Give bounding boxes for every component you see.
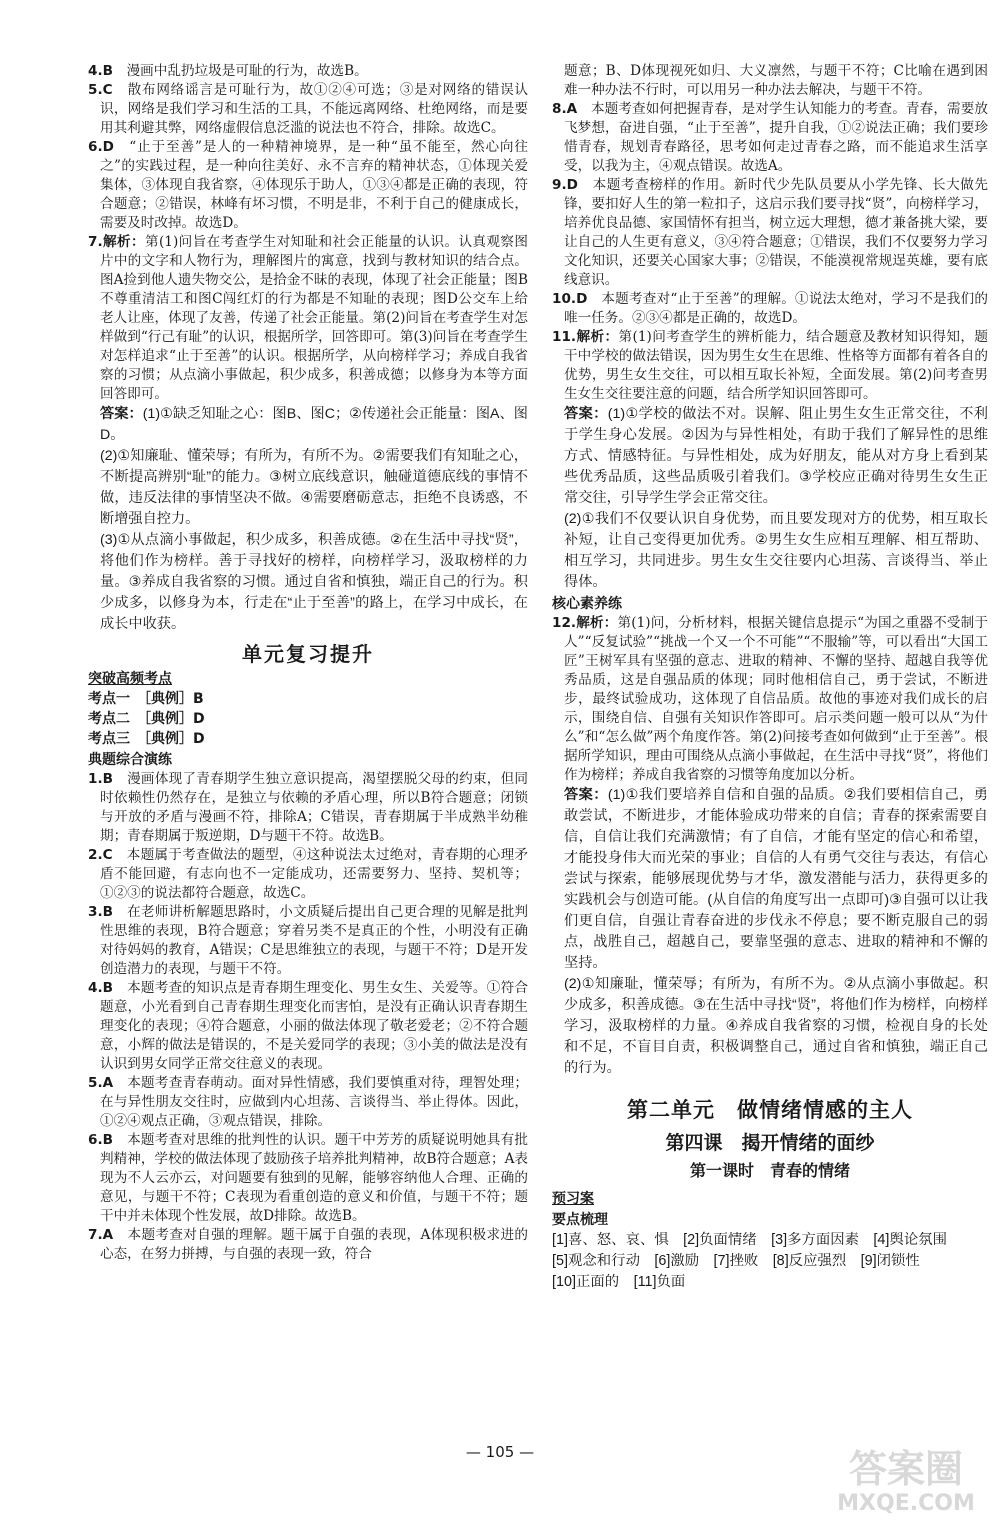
left-column xyxy=(88,62,528,1264)
practice-item-9: 9.D 本题考查榜样的作用。新时代少先队员要从小学先锋、长大做先锋，要扣好人生的第一粒扣子，这启示我们要寻找“贤”，向榜样学习，培养优良品德、家国情怀有担当，树立远大理想，德才兼备挑大梁，要让自己的人生更有意义，③④符合题意；①错误，我们不仅要努力学习文化知识，还要关心国家大事；②错误，不能漠视常规逞英雄，要有底线意识。 xyxy=(552,177,988,288)
practice-item-11: 11.解析：第(1)问考查学生的辨析能力，结合题意及教材知识得知，题干中学校的做法错误，因为男生女生在思维、性格等方面都有着各自的优势，男生女生交往，可以相互取长补短，全面发展。第(2)问考查男生女生交往要注意的问题，结合所学知识回答即可。 xyxy=(552,329,988,402)
answer-12-p1: 答案：(1)①我们要培养自信和自强的品质。②我们要相信自己，勇敢尝试，不断进步，才能体验成功带来的自信；青春的探索需要自信，自信让我们充满激情；有了自信，才能有坚定的信心和希望，才能投身伟大而光荣的事业；自信的人有勇气交往与表达，有信心尝试与探索，能够展现优势与才华，激发潜能与活力，获得更多的实践机会与创造可能。(从自信的角度写出一点即可)③自强可以让我们更自信，自强让青春奋进的步伐永不停息；要不断克服自己的弱点，战胜自己，超越自己，要靠坚强的意志、进取的精神和不懈的坚持。 xyxy=(564,787,988,971)
practice-item-7: 7.A 本题考查对自强的理解。题干属于自强的表现，A体现积极求进的心态，在努力拼搏，与自强的表现一致，符合 xyxy=(88,1227,529,1262)
answer-11-p2: (2)①我们不仅要认识自身优势，而且要发现对方的优势，相互取长补短，让自己变得更加优秀。②男生女生应相互理解、相互帮助、相互学习，共同进步。男生女生交往要内心坦荡、言谈得当、举止得体。 xyxy=(564,511,988,590)
practice-item-5: 5.A 本题考查青春萌动。面对异性情感，我们要慎重对待，理智处理；在与异性朋友交往时，应做到内心坦荡、言谈得当、举止得体。因此，①②④观点正确，③观点错误，排除。 xyxy=(88,1075,528,1129)
key-points-row-2: [5]观念和行动 [6]激励 [7]挫败 [8]反应强烈 [9]闭锁性 xyxy=(552,1253,920,1269)
practice-item-3: 3.B 在老师讲析解题思路时，小文质疑后提出自己更合理的见解是批判性思维的表现，B符合题意；穿着另类不是真正的个性，小明没有正确对待妈妈的教育，A错误；C是思维独立的表现，与题干不符；D是开发创造潜力的表现，与题干不符。 xyxy=(88,904,529,977)
unit-review-title: 单元复习提升 xyxy=(242,642,374,666)
answer-12-block xyxy=(552,785,988,1079)
page-number: — 105 — xyxy=(465,1443,535,1461)
breakthrough-heading: 突破高频考点 xyxy=(88,671,172,687)
right-column xyxy=(552,62,988,1293)
period-one-title: 第一课时 青春的情绪 xyxy=(689,1161,850,1180)
watermark-main-text: 答案圈 xyxy=(848,1447,964,1491)
practice-item-1: 1.B 漫画体现了青春期学生独立意识提高，渴望摆脱父母的约束，但同时依赖性仍然存在，是独立与依赖的矛盾心理，所以B符合题意；闭锁与开放的矛盾与漫画不符，排除A；C错误，青春期属于半成熟半幼稚期；青春期属于叛逆期，D与题干不符。故选B。 xyxy=(88,771,529,844)
answer-11-p1: 答案：(1)①学校的做法不对。误解、阻止男生女生正常交往，不利于学生身心发展。②因为与异性相处，有助于我们了解异性的思维方式、情感特征。与异性相处，成为好朋友，能从对方身上看到某些优秀品质，这些品质吸引着我们。③学校应正确对待男生女生正常交往，引导学生学会正常交往。 xyxy=(564,406,988,506)
key-point-2: 考点二 ［典例］D xyxy=(88,711,205,727)
answer-item-7: 7.解析：第(1)问旨在考查学生对知耻和社会正能量的认识。认真观察图片中的文字和人物行为，理解图片的寓意，找到与教材知识的结合点。图A捡到他人遗失物交公，是拾金不昧的表现，体现了社会正能量；图B不尊重清洁工和图C闯红灯的行为都是不知耻的表现；图D公交车上给老人让座，体现了友善，传递了社会正能量。第(2)问旨在考查学生对怎样做到“行己有耻”的认识，根据所学，回答即可。第(3)问旨在考查学生对怎样追求“止于至善”的认识。根据所学，从向榜样学习；养成自我省察的习惯；从点滴小事做起，积少成多，积善成德；以修身为本等方面回答即可。 xyxy=(88,234,528,402)
site-watermark-logo xyxy=(820,1440,992,1516)
key-points-row-1: [1]喜、怒、哀、惧 [2]负面情绪 [3]多方面因素 [4]舆论氛围 xyxy=(552,1232,947,1248)
answer-11-block xyxy=(552,404,988,593)
practice-item-10: 10.D 本题考查对“止于至善”的理解。①说法太绝对，学习不是我们的唯一任务。②③④都是正确的，故选D。 xyxy=(552,291,988,326)
practice-item-8: 8.A 本题考查如何把握青春，是对学生认知能力的考查。青春，需要放飞梦想，奋进自强，“止于至善”，提升自我，①②说法正确；我们要珍惜青春，规划青春路径，思考如何走过青春之路，而不能追求生活享受，以我为主，④观点错误。故选A。 xyxy=(552,101,988,174)
core-literacy-heading: 核心素养练 xyxy=(552,596,622,612)
answer-item-4: 4.B 漫画中乱扔垃圾是可耻的行为，故选B。 xyxy=(88,63,368,79)
answer-12-p2: (2)①知廉耻，懂荣辱；有所为，有所不为。②从点滴小事做起。积少成多，积善成德。③在生活中寻找“贤”，将他们作为榜样，向榜样学习，汲取榜样的力量。④养成自我省察的习惯，检视自身的长处和不足，不盲目自责，积极调整自己，通过自省和慎独，端正自己的行为。 xyxy=(564,976,988,1076)
key-points-row-3: [10]正面的 [11]负面 xyxy=(552,1274,686,1290)
practice-item-6: 6.B 本题考查对思维的批判性的认识。题干中芳芳的质疑说明她具有批判精神，学校的做法体现了鼓励孩子培养批判精神，故B符合题意；A表现为不人云亦云，对问题要有独到的见解，能够容纳他人合理、正确的意见，与题干不符；C表现为看重创造的意义和价值，与题干不符；题干中并未体现个性发展，故D排除。故选B。 xyxy=(88,1132,529,1224)
lesson-four-title: 第四课 揭开情绪的面纱 xyxy=(665,1132,875,1154)
unit-two-title: 第二单元 做情绪情感的主人 xyxy=(627,1098,913,1122)
practice-item-2: 2.C 本题属于考查做法的题型，④这种说法太过绝对，青春期的心理矛盾不能回避，有志向也不一定能成功，还需要努力、坚持、契机等；①②③的说法都符合题意，故选C。 xyxy=(88,847,529,901)
answer-7-block xyxy=(88,404,528,635)
answer-item-5: 5.C 散布网络谣言是可耻行为，故①②④可选；③是对网络的错误认识，网络是我们学习和生活的工具，不能远离网络、杜绝网络，而是要用其利避其弊，网络虚假信息泛滥的说法也不符合，排除。故选C。 xyxy=(88,82,529,136)
key-points-heading: 要点梳理 xyxy=(552,1212,608,1228)
practice-item-4: 4.B 本题考查的知识点是青春期生理变化、男生女生、关爱等。①符合题意，小光看到自己青春期生理变化而害怕，是没有正确认识青春期生理变化的表现；④符合题意，小丽的做法体现了敬老爱老；②不符合题意，小辉的做法是错误的，不是关爱同学的表现；③小美的做法是没有认识到男女同学正常交往意义的表现。 xyxy=(88,980,529,1072)
practice-item-7-continued: 题意；B、D体现视死如归、大义凛然，与题干不符；C比喻在遇到困难一种办法不行时，可以用另一种办法去解决，与题干不符。 xyxy=(564,63,988,98)
answer-item-6: 6.D “止于至善”是人的一种精神境界，是一种“虽不能至，然心向往之”的实践过程，是一种向往美好、永不言弃的精神状态，①体现关爱集体，③体现自我省察，④体现乐于助人，①③④都是正确的表现，符合题意；②错误，林峰有坏习惯，不明是非，不利于自己的健康成长，需要及时改掉。故选D。 xyxy=(88,139,528,231)
practice-item-12: 12.解析：第(1)问，分析材料，根据关键信息提示“为国之重器不受制于人”“反复试验”“挑战一个又一个不可能”“不服输”等，可以看出“大国工匠”王树军具有坚强的意志、进取的精神、不懈的坚持、超越自我等优秀品质，这是自强品质的体现；同时他相信自己，勇于尝试，不断进步，最终试验成功，这体现了自信品质。故他的事迹对我们成长的启示，围绕自信、自强有关知识作答即可。启示类问题一般可以从“为什么”和“怎么做”两个角度作答。第(2)问接考查如何做到“止于至善”。根据所学知识，理由可围绕从点滴小事做起，在生活中寻找“贤”，将他们作为榜样；养成自我省察的习惯等角度加以分析。 xyxy=(552,615,988,783)
answer-7-p2: (2)①知廉耻、懂荣辱；有所为，有所不为。②需要我们有知耻之心，不断提高辨别“耻”的能力。③树立底线意识，触碰道德底线的事情不做，违反法律的事情坚决不做。④需要磨砺意志，拒绝不良诱惑，不断增强自控力。 xyxy=(100,448,528,527)
answer-7-p1: 答案：(1)①缺乏知耻之心：图B、图C；②传递社会正能量：图A、图D。 xyxy=(100,406,528,443)
answer-7-p3: (3)①从点滴小事做起，积少成多，积善成德。②在生活中寻找“贤”，将他们作为榜样。善于寻找好的榜样，向榜样学习，汲取榜样的力量。③养成自我省察的习惯。通过自省和慎独，端正自己的行为。积少成多，以修身为本，行走在“止于至善”的路上，在学习中成长，在成长中收获。 xyxy=(100,532,528,632)
watermark-sub-text: MXQE.COM xyxy=(837,1491,975,1516)
practice-heading: 典题综合演练 xyxy=(88,752,172,768)
preview-heading: 预习案 xyxy=(552,1191,594,1207)
key-point-1: 考点一 ［典例］B xyxy=(88,691,204,707)
key-point-3: 考点三 ［典例］D xyxy=(88,731,205,747)
